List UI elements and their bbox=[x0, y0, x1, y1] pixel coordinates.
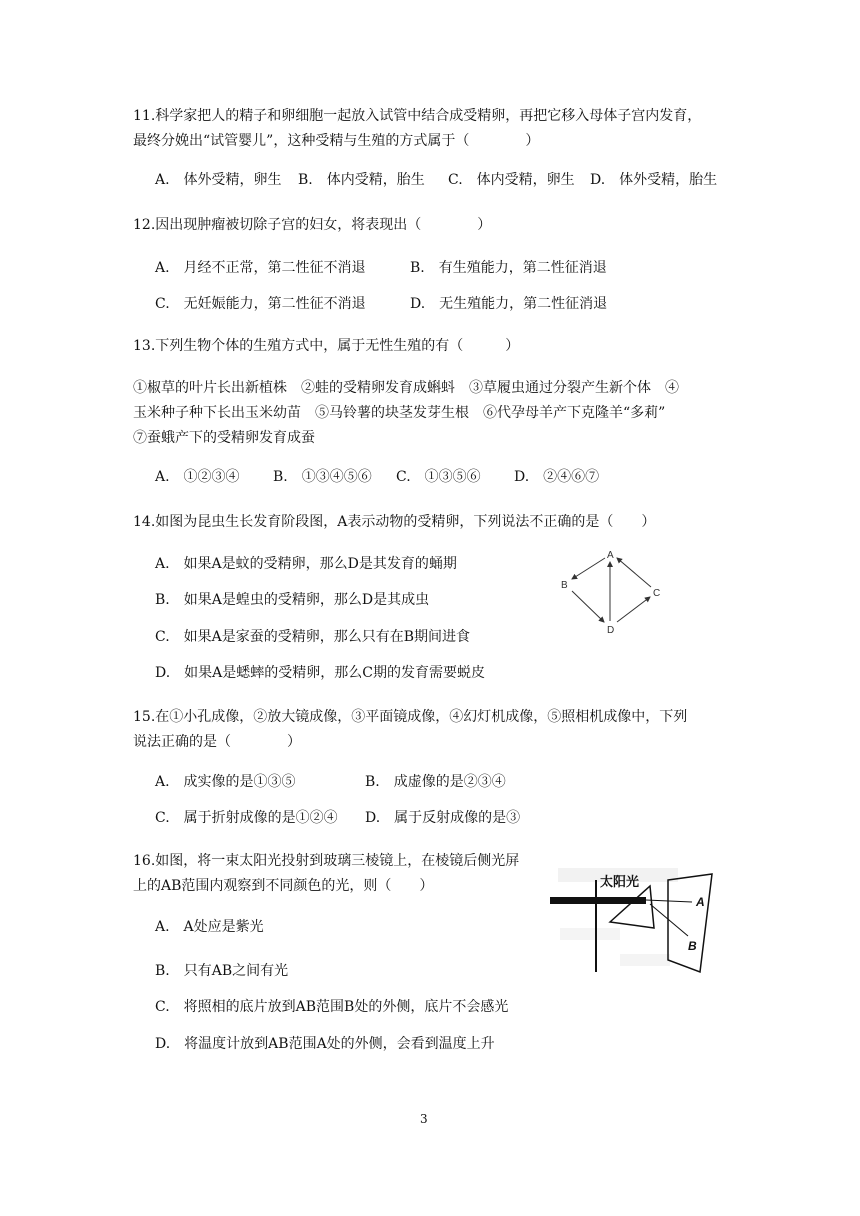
arrow-c-to-a bbox=[617, 558, 651, 587]
q12-option-a: A. 月经不正常，第二性征不消退 bbox=[155, 260, 366, 276]
screen-point-a-label: A bbox=[696, 895, 705, 909]
figure-background-smudge bbox=[560, 928, 620, 940]
arrow-b-to-d bbox=[572, 591, 604, 622]
q11-stem-line2: 最终分娩出“试管婴儿”，这种受精与生殖的方式属于（ ） bbox=[133, 133, 540, 149]
diagram-label-d: D bbox=[607, 625, 615, 636]
q14-option-a: A. 如果A是蚊的受精卵，那么D是其发育的蛹期 bbox=[155, 556, 457, 572]
prism-dispersion-figure bbox=[550, 862, 730, 980]
q11-option-b: B. 体内受精，胎生 bbox=[298, 172, 425, 188]
q12-option-d: D. 无生殖能力，第二性征消退 bbox=[410, 296, 608, 312]
q16-option-a: A. A处应是紫光 bbox=[155, 919, 264, 935]
diagram-label-c: C bbox=[653, 588, 661, 599]
insect-development-diagram bbox=[558, 545, 670, 637]
q15-option-c: C. 属于折射成像的是①②④ bbox=[155, 810, 338, 826]
diagram-label-b: B bbox=[561, 580, 568, 591]
q16-stem-line1: 16.如图，将一束太阳光投射到玻璃三棱镜上，在棱镜后侧光屏 bbox=[133, 853, 520, 869]
sunlight-label: 太阳光 bbox=[600, 874, 640, 889]
q15-option-a: A. 成实像的是①③⑤ bbox=[155, 774, 296, 790]
figure-background-smudge bbox=[620, 954, 670, 966]
q11-option-c: C. 体内受精，卵生 bbox=[448, 172, 575, 188]
q15-option-b: B. 成虚像的是②③④ bbox=[365, 774, 506, 790]
arrow-a-to-b bbox=[572, 558, 605, 579]
q14-stem: 14.如图为昆虫生长发育阶段图，A表示动物的受精卵，下列说法不正确的是（ ） bbox=[133, 514, 656, 530]
arrow-d-to-c bbox=[617, 597, 650, 622]
q16-option-c: C. 将照相的底片放到AB范围B处的外侧，底片不会感光 bbox=[155, 999, 509, 1015]
page-number: 3 bbox=[420, 1112, 428, 1126]
q11-stem-line1: 11.科学家把人的精子和卵细胞一起放入试管中结合成受精卵，再把它移入母体子宫内发育， bbox=[133, 108, 702, 124]
q13-option-c: C. ①③⑤⑥ bbox=[396, 469, 481, 485]
q15-option-d: D. 属于反射成像的是③ bbox=[365, 810, 521, 826]
q12-option-c: C. 无妊娠能力，第二性征不消退 bbox=[155, 296, 366, 312]
q16-option-d: D. 将温度计放到AB范围A处的外侧，会看到温度上升 bbox=[155, 1036, 495, 1052]
q15-stem-line2: 说法正确的是（ ） bbox=[133, 734, 301, 750]
q16-option-b: B. 只有AB之间有光 bbox=[155, 963, 289, 979]
q13-item-line1: ①椒草的叶片长出新植株 ②蛙的受精卵发育成蝌蚪 ③草履虫通过分裂产生新个体 ④ bbox=[133, 380, 679, 396]
q11-option-a: A. 体外受精，卵生 bbox=[155, 172, 282, 188]
diagram-label-a: A bbox=[607, 550, 614, 561]
q12-option-b: B. 有生殖能力，第二性征消退 bbox=[410, 260, 607, 276]
q15-stem-line1: 15.在①小孔成像，②放大镜成像，③平面镜成像，④幻灯机成像，⑤照相机成像中，下列 bbox=[133, 709, 688, 725]
q12-stem: 12.因出现肿瘤被切除子宫的妇女，将表现出（ ） bbox=[133, 217, 492, 233]
q13-item-line2: 玉米种子种下长出玉米幼苗 ⑤马铃薯的块茎发芽生根 ⑥代孕母羊产下克隆羊“多莉” bbox=[133, 405, 666, 421]
q13-stem: 13.下列生物个体的生殖方式中，属于无性生殖的有（ ） bbox=[133, 338, 520, 354]
q14-option-d: D. 如果A是蟋蟀的受精卵，那么C期的发育需要蜕皮 bbox=[155, 665, 485, 681]
q14-option-b: B. 如果A是蝗虫的受精卵，那么D是其成虫 bbox=[155, 592, 430, 608]
q13-option-a: A. ①②③④ bbox=[155, 469, 240, 485]
q13-option-d: D. ②④⑥⑦ bbox=[514, 469, 600, 485]
screen-point-b-label: B bbox=[688, 939, 697, 953]
q11-option-d: D. 体外受精，胎生 bbox=[590, 172, 718, 188]
q13-item-line3: ⑦蚕蛾产下的受精卵发育成蚕 bbox=[133, 430, 315, 446]
q13-option-b: B. ①③④⑤⑥ bbox=[273, 469, 372, 485]
q16-stem-line2: 上的AB范围内观察到不同颜色的光，则（ ） bbox=[133, 878, 434, 894]
q14-option-c: C. 如果A是家蚕的受精卵，那么只有在B期间进食 bbox=[155, 629, 471, 645]
